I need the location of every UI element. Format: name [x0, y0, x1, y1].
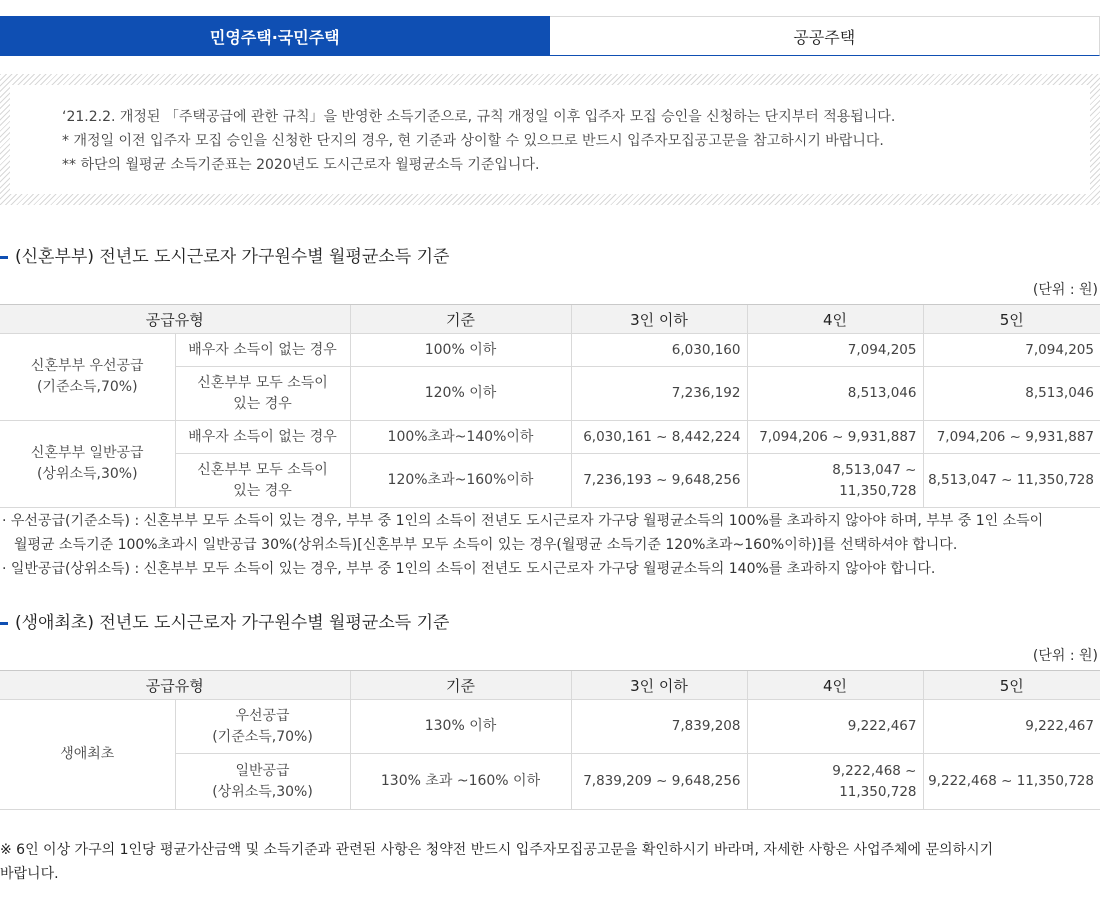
note-priority: · 우선공급(기준소득) : 신혼부부 모두 소득이 있는 경우, 부부 중 1인의 소득이 전년도 도시근로자 가구당 월평균소득의 100%를 초과하지 않아야 하며, 부부 중 1인 소득이 월평균 소득기준 100%초과시 일반공급 30%(상위소득)[신혼부부 모두 소득이 있는 경우(월평균 소득기준 120%초과~160%이하)]를 선택하셔야 합니다. — [2, 513, 1044, 553]
section-marker — [0, 622, 8, 625]
table-header-row — [0, 671, 1100, 700]
group-label-general: 신혼부부 일반공급 (상위소득,30%) — [0, 421, 175, 508]
value-5-persons: 8,513,046 — [923, 367, 1100, 421]
section-title-newlywed — [0, 245, 1100, 269]
header-supply-type: 공급유형 — [0, 671, 350, 700]
newlywed-notes — [0, 509, 1100, 581]
header-supply-type: 공급유형 — [0, 305, 350, 334]
header-4-persons: 4인 — [747, 305, 923, 334]
value-4-persons: 8,513,046 — [747, 367, 923, 421]
header-4-persons: 4인 — [747, 671, 923, 700]
criteria-cell: 100%초과~140%이하 — [350, 421, 571, 454]
page — [0, 16, 1100, 886]
value-4-persons: 7,094,205 — [747, 334, 923, 367]
first-time-income-table — [0, 670, 1100, 810]
section-marker — [0, 256, 8, 259]
sub-type: 배우자 소득이 없는 경우 — [175, 421, 350, 454]
value-3-persons: 7,839,209 ~ 9,648,256 — [571, 754, 747, 810]
newlywed-income-table — [0, 304, 1100, 508]
value-5-persons: 9,222,467 — [923, 700, 1100, 754]
notice-box — [0, 74, 1100, 205]
criteria-cell: 130% 이하 — [350, 700, 571, 754]
sub-type: 배우자 소득이 없는 경우 — [175, 334, 350, 367]
value-5-persons: 7,094,206 ~ 9,931,887 — [923, 421, 1100, 454]
value-4-persons: 9,222,468 ~ 11,350,728 — [747, 754, 923, 810]
header-criteria: 기준 — [350, 671, 571, 700]
table-row — [0, 334, 1100, 367]
header-3-persons: 3인 이하 — [571, 305, 747, 334]
notice-line: ‘21.2.2. 개정된 「주택공급에 관한 규칙」을 반영한 소득기준으로, 규칙 개정일 이후 입주자 모집 승인을 신청하는 단지부터 적용됩니다. — [62, 109, 896, 125]
notice-content — [10, 85, 1090, 194]
footnote: ※ 6인 이상 가구의 1인당 평균가산금액 및 소득기준과 관련된 사항은 청약전 반드시 입주자모집공고문을 확인하시기 바라며, 자세한 사항은 사업주체에 문의하시기 바랍니다. — [0, 842, 994, 882]
unit-label: (단위 : 원) — [1032, 648, 1098, 664]
value-4-persons: 9,222,467 — [747, 700, 923, 754]
notice-line: ** 하단의 월평균 소득기준표는 2020년도 도시근로자 월평균소득 기준입니다. — [62, 157, 540, 173]
criteria-cell: 120%초과~160%이하 — [350, 454, 571, 508]
sub-type: 신혼부부 모두 소득이 있는 경우 — [175, 454, 350, 508]
tab-bar — [0, 16, 1100, 56]
sub-type: 신혼부부 모두 소득이 있는 경우 — [175, 367, 350, 421]
value-3-persons: 7,839,208 — [571, 700, 747, 754]
table-row — [0, 700, 1100, 754]
section-title-text: (신혼부부) 전년도 도시근로자 가구원수별 월평균소득 기준 — [15, 247, 450, 267]
criteria-cell: 120% 이하 — [350, 367, 571, 421]
header-5-persons: 5인 — [923, 671, 1100, 700]
table-row — [0, 421, 1100, 454]
group-label-priority: 신혼부부 우선공급 (기준소득,70%) — [0, 334, 175, 421]
sub-type: 우선공급 (기준소득,70%) — [175, 700, 350, 754]
value-4-persons: 8,513,047 ~ 11,350,728 — [747, 454, 923, 508]
value-3-persons: 7,236,193 ~ 9,648,256 — [571, 454, 747, 508]
sub-type: 일반공급 (상위소득,30%) — [175, 754, 350, 810]
section-title-first-time — [0, 611, 1100, 635]
value-3-persons: 7,236,192 — [571, 367, 747, 421]
criteria-cell: 130% 초과 ~160% 이하 — [350, 754, 571, 810]
notice-line: * 개정일 이전 입주자 모집 승인을 신청한 단지의 경우, 현 기준과 상이할 수 있으므로 반드시 입주자모집공고문을 참고하시기 바랍니다. — [62, 133, 884, 149]
value-3-persons: 6,030,161 ~ 8,442,224 — [571, 421, 747, 454]
value-3-persons: 6,030,160 — [571, 334, 747, 367]
section-title-text: (생애최초) 전년도 도시근로자 가구원수별 월평균소득 기준 — [15, 613, 450, 633]
value-4-persons: 7,094,206 ~ 9,931,887 — [747, 421, 923, 454]
criteria-cell: 100% 이하 — [350, 334, 571, 367]
header-criteria: 기준 — [350, 305, 571, 334]
group-label-first-time: 생애최초 — [0, 700, 175, 810]
value-5-persons: 9,222,468 ~ 11,350,728 — [923, 754, 1100, 810]
note-general: · 일반공급(상위소득) : 신혼부부 모두 소득이 있는 경우, 부부 중 1인의 소득이 전년도 도시근로자 가구당 월평균소득의 140%를 초과하지 않아야 합니다. — [2, 561, 936, 577]
value-5-persons: 8,513,047 ~ 11,350,728 — [923, 454, 1100, 508]
header-5-persons: 5인 — [923, 305, 1100, 334]
table-header-row — [0, 305, 1100, 334]
value-5-persons: 7,094,205 — [923, 334, 1100, 367]
tab-public-housing[interactable]: 공공주택 — [550, 16, 1101, 56]
unit-label: (단위 : 원) — [1032, 282, 1098, 298]
tab-private-national-housing[interactable]: 민영주택·국민주택 — [0, 16, 550, 56]
header-3-persons: 3인 이하 — [571, 671, 747, 700]
